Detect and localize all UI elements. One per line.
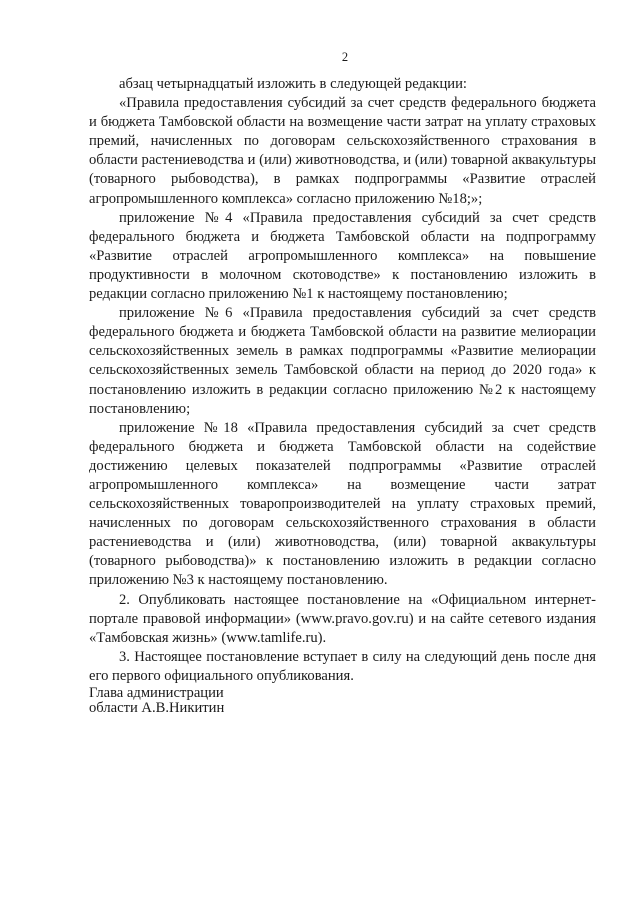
paragraph-appendix-4: приложение №4 «Правила предоставления субсидий за счет средств федерального бюджета и бюджета Тамбовской области на подпрограмму «Развитие отраслей агропромышленного комплекса» на повышение продуктивности в молочном скотоводстве» к постановлению изложить в редакции согласно приложению №1 к настоящему постановлению;	[89, 209, 596, 303]
signature-name: области А.В.Никитин	[89, 700, 225, 716]
document-body	[89, 75, 596, 686]
signature-block	[89, 686, 389, 716]
paragraph-intro: абзац четырнадцатый изложить в следующей редакции:	[119, 76, 467, 92]
paragraph-effective: 3. Настоящее постановление вступает в силу на следующий день после дня его первого официального опубликования.	[89, 648, 596, 684]
paragraph-appendix-6: приложение №6 «Правила предоставления субсидий за счет средств федерального бюджета и бюджета Тамбовской области на развитие мелиорации сельскохозяйственных земель в рамках подпрограммы «Развитие мелиорации сельскохозяйственных земель Тамбовской области на период до 2020 года» к постановлению изложить в редакции согласно приложению №2 к настоящему постановлению;	[89, 305, 596, 417]
paragraph-appendix-18: приложение №18 «Правила предоставления субсидий за счет средств федерального бюджета и бюджета Тамбовской области на содействие достижению целевых показателей подпрограммы «Развитие отраслей агропромышленного комплекса» на возмещение части затрат сельскохозяйственных товаропроизводителей на уплату страховых премий, начисленных по договорам сельскохозяйственного страхования в области растениеводства и (или) животноводства, (или) товарной аквакультуры (товарного рыбоводства)» к постановлению изложить в редакции согласно приложению №3 к настоящему постановлению.	[89, 419, 596, 589]
page-number: 2	[341, 50, 349, 64]
signature-title: Глава администрации	[89, 685, 224, 701]
paragraph-publish: 2. Опубликовать настоящее постановление на «Официальном интернет-портале правовой информации» (www.pravo.gov.ru) и на сайте сетевого издания «Тамбовская жизнь» (www.tamlife.ru).	[89, 591, 596, 646]
paragraph-rules-insurance: «Правила предоставления субсидий за счет средств федерального бюджета и бюджета Тамбовской области на возмещение части затрат на уплату страховых премий, начисленных по договорам сельскохозяйственного страхования в области растениеводства и (или) животноводства, и (или) товарной аквакультуры (товарного рыбоводства), в рамках подпрограммы «Развитие отраслей агропромышленного комплекса» согласно приложению №18;»;	[89, 95, 596, 207]
